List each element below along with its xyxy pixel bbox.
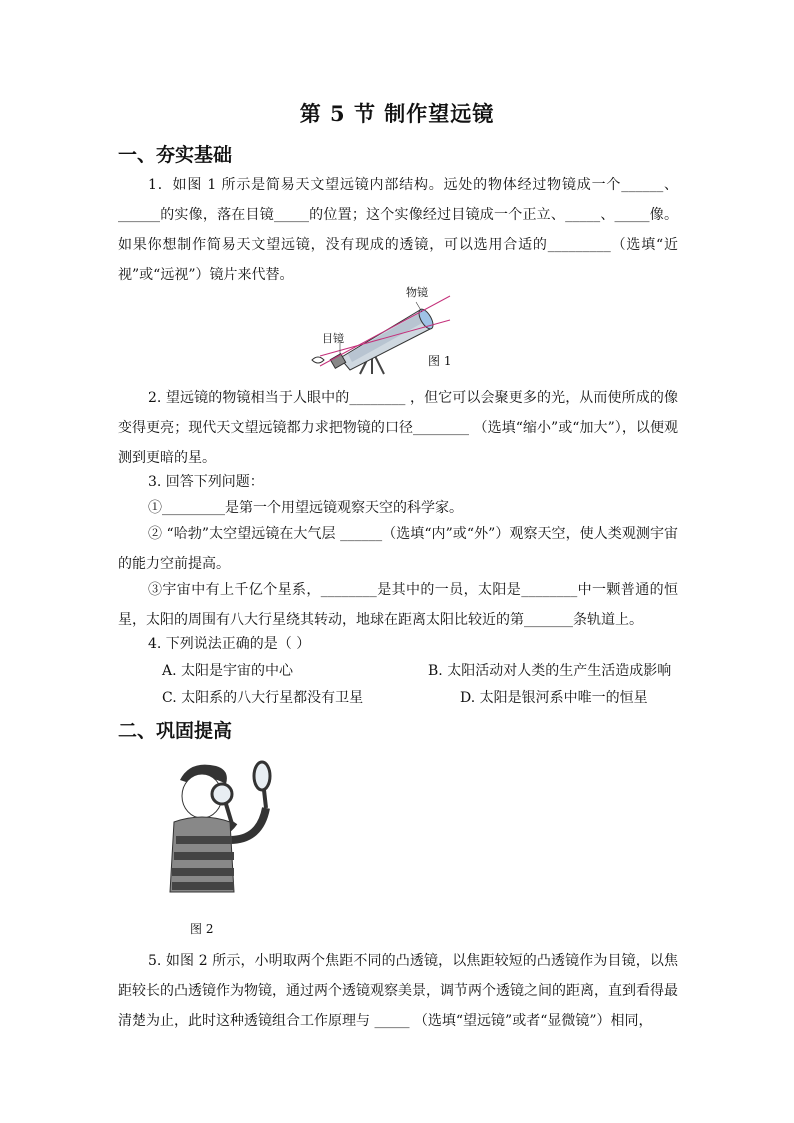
question-5: 5. 如图 2 所示，小明取两个焦距不同的凸透镜，以焦距较短的凸透镜作为目镜，以焦距较长的凸透镜作为物镜，通过两个透镜观察美景，调节两个透镜之间的距离，直到看得最清楚为止，此时这种透镜组合工作原理与 _____ （选填“望远镜”或者“显微镜”）相同， — [118, 953, 678, 1029]
question-2: 2. 望远镜的物镜相当于人眼中的________ ，但它可以会聚更多的光，从而使所成的像变得更亮；现代天文望远镜都力求把物镜的口径________ （选填“缩小”或“加大”），以便观测到更暗的星。 — [118, 390, 678, 466]
question-4-option-a: A. 太阳是宇宙的中心 — [162, 663, 294, 679]
figure-1-caption: 图 1 — [428, 354, 452, 368]
question-4-option-b: B. 太阳活动对人类的生产生活造成影响 — [428, 663, 672, 679]
question-3-part-3: ③宇宙中有上千亿个星系，________是其中的一员，太阳是________中一颗普通的恒星，太阳的周围有八大行星绕其转动，地球在距离太阳比较近的第_______条轨道上。 — [118, 582, 678, 628]
question-4-option-c: C. 太阳系的八大行星都没有卫星 — [162, 690, 364, 706]
telescope-illustration — [300, 280, 480, 376]
question-4-option-d: D. 太阳是银河系中唯一的恒星 — [460, 690, 648, 706]
question-3-part-1: ①_________是第一个用望远镜观察天空的科学家。 — [148, 500, 463, 516]
figure-2-caption: 图 2 — [190, 922, 214, 936]
boy-illustration — [150, 752, 290, 902]
question-3-stem: 3. 回答下列问题： — [148, 474, 264, 490]
section-heading-basics: 一、夯实基础 — [118, 144, 233, 166]
objective-lens-label: 物镜 — [406, 286, 428, 299]
question-3-part-2: ② “哈勃”太空望远镜在大气层 ______（选填“内”或“外”）观察天空，使人类观测宇宙的能力空前提高。 — [118, 526, 678, 572]
question-1: 1．如图 1 所示是简易天文望远镜内部结构。远处的物体经过物镜成一个______、______的实像，落在目镜_____的位置；这个实像经过目镜成一个正立、_____、_____像。如果你想制作简易天文望远镜，没有现成的透镜，可以选用合适的_________（选填“近视”或“远视”）镜片来代替。 — [118, 177, 678, 283]
question-4-stem: 4. 下列说法正确的是（ ） — [148, 636, 311, 652]
page-title: 第 5 节 制作望远镜 — [299, 101, 495, 126]
figure-1-telescope — [300, 280, 480, 376]
figure-2-boy-with-lenses — [150, 752, 290, 942]
eyepiece-label: 目镜 — [322, 332, 344, 345]
section-heading-consolidation: 二、巩固提高 — [118, 720, 233, 742]
